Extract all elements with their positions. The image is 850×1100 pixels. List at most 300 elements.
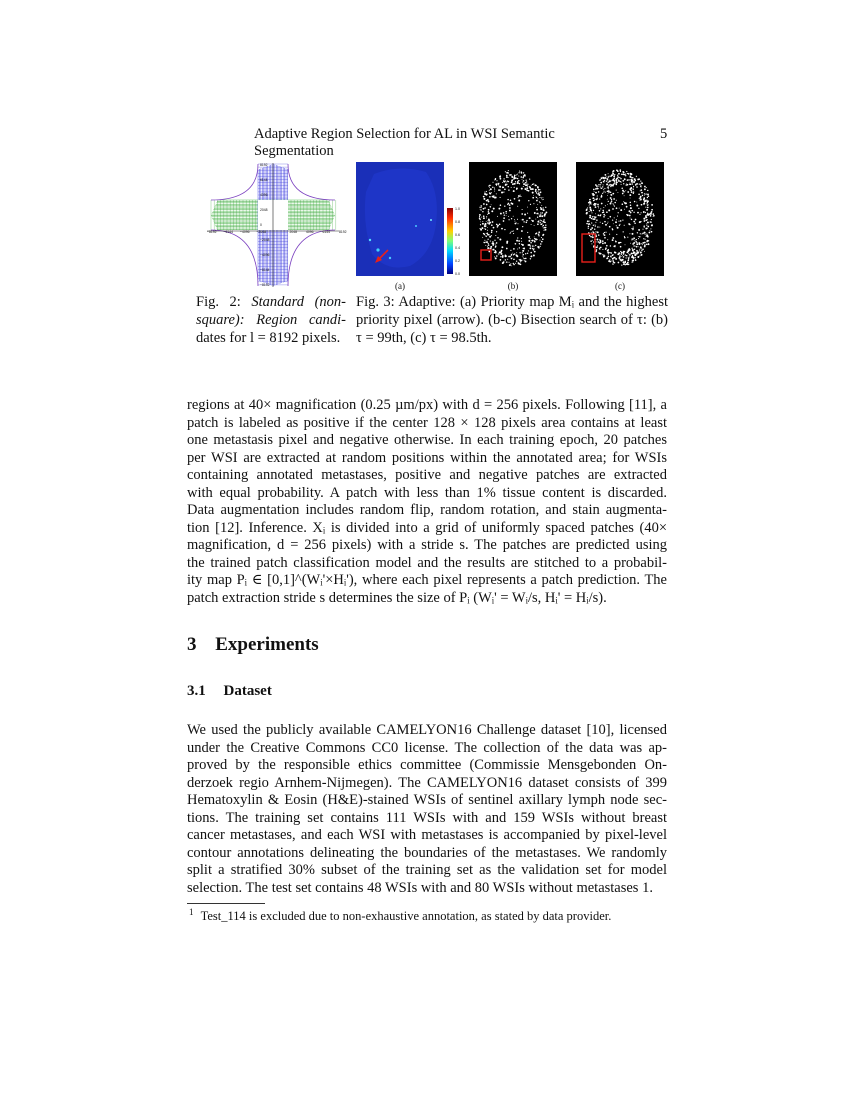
tissue-speck <box>613 180 614 181</box>
tissue-speck <box>601 253 602 254</box>
tissue-speck <box>544 227 546 229</box>
tissue-speck <box>518 172 519 173</box>
tissue-speck <box>598 184 599 185</box>
tissue-speck <box>653 215 654 216</box>
tissue-speck <box>522 182 523 183</box>
tissue-speck <box>524 260 525 261</box>
tissue-speck <box>523 258 524 259</box>
tissue-speck <box>644 195 645 196</box>
tissue-speck <box>599 210 601 212</box>
tissue-speck <box>609 259 610 260</box>
tissue-speck <box>639 249 640 250</box>
tissue-speck <box>613 223 614 224</box>
tissue-speck <box>537 223 539 225</box>
tissue-speck <box>503 220 505 222</box>
tissue-speck <box>624 195 625 196</box>
tissue-speck <box>616 234 617 235</box>
tissue-speck <box>511 231 512 232</box>
tissue-speck <box>608 222 609 223</box>
tissue-speck <box>507 199 508 200</box>
tissue-speck <box>508 173 509 174</box>
text-line: contour annotations delineating the boundaries of the metastases. We randomly <box>187 844 667 861</box>
tissue-speck <box>532 245 533 246</box>
tissue-speck <box>622 180 624 182</box>
tissue-speck <box>529 238 530 239</box>
tissue-speck <box>590 229 592 231</box>
tissue-speck <box>515 177 517 179</box>
tissue-speck <box>594 199 595 200</box>
tissue-speck <box>499 186 501 188</box>
tissue-speck <box>607 181 609 183</box>
tissue-speck <box>500 253 501 254</box>
tissue-speck <box>610 203 612 205</box>
tissue-speck <box>589 221 590 222</box>
tissue-speck <box>520 262 521 263</box>
tissue-speck <box>510 233 511 234</box>
tissue-speck <box>651 224 653 226</box>
tissue-speck <box>539 214 540 215</box>
tissue-speck <box>514 175 516 177</box>
tissue-speck <box>588 228 589 229</box>
tissue-speck <box>613 254 614 255</box>
tissue-speck <box>532 192 534 194</box>
tissue-speck <box>537 217 538 218</box>
tissue-speck <box>543 199 544 200</box>
tissue-speck <box>485 245 486 246</box>
tissue-speck <box>637 232 638 233</box>
tissue-speck <box>520 194 521 195</box>
tissue-speck <box>508 177 509 178</box>
tissue-speck <box>496 180 497 181</box>
tissue-speck <box>489 223 491 225</box>
tissue-speck <box>615 179 617 181</box>
tissue-speck <box>480 209 481 210</box>
tissue-speck <box>515 263 516 264</box>
tissue-speck <box>495 244 496 245</box>
tissue-speck <box>591 212 592 213</box>
tissue-speck <box>645 207 646 208</box>
tissue-speck <box>595 222 596 223</box>
tissue-speck <box>505 171 506 172</box>
tissue-speck <box>639 184 640 185</box>
tissue-speck <box>486 221 487 222</box>
x-tick-label: −2048 <box>256 230 267 234</box>
tissue-speck <box>504 215 505 216</box>
tissue-speck <box>535 219 536 220</box>
tissue-speck <box>636 246 638 248</box>
tissue-speck <box>607 195 608 196</box>
tissue-speck <box>636 253 638 255</box>
tissue-speck <box>631 253 633 255</box>
tissue-speck <box>543 230 544 231</box>
tissue-speck <box>632 256 633 257</box>
tissue-speck <box>620 178 621 179</box>
tissue-speck <box>640 185 641 186</box>
tissue-speck <box>592 231 593 232</box>
tissue-speck <box>647 213 648 214</box>
tissue-speck <box>536 207 537 208</box>
tissue-speck <box>523 180 525 182</box>
tissue-speck <box>508 216 509 217</box>
tissue-speck <box>611 260 612 261</box>
tissue-speck <box>606 183 608 185</box>
tissue-speck <box>621 188 623 190</box>
tissue-speck <box>519 183 520 184</box>
tissue-speck <box>593 216 594 217</box>
tissue-speck <box>491 230 493 232</box>
tissue-speck <box>499 176 501 178</box>
tissue-speck <box>614 202 616 204</box>
tissue-speck <box>589 215 591 217</box>
tissue-speck <box>604 237 606 239</box>
tissue-speck <box>595 225 596 226</box>
tissue-speck <box>486 204 488 206</box>
tissue-speck <box>617 175 618 176</box>
tissue-speck <box>506 248 508 250</box>
tissue-speck <box>534 246 535 247</box>
tissue-speck <box>591 218 593 220</box>
tissue-speck <box>608 190 610 192</box>
tissue-speck <box>633 237 635 239</box>
tissue-speck <box>540 192 542 194</box>
tissue-speck <box>652 213 654 215</box>
tissue-speck <box>598 214 600 216</box>
tissue-speck <box>629 184 631 186</box>
tissue-speck <box>622 259 623 260</box>
tissue-speck <box>541 220 542 221</box>
tissue-speck <box>646 199 648 201</box>
tissue-speck <box>605 192 606 193</box>
tissue-speck <box>631 248 632 249</box>
tissue-speck <box>594 191 595 192</box>
tissue-speck <box>635 219 637 221</box>
tissue-speck <box>649 230 650 231</box>
tissue-speck <box>510 256 511 257</box>
tissue-speck <box>645 239 646 240</box>
paragraph-dataset <box>187 722 667 897</box>
tissue-speck <box>595 224 596 225</box>
tissue-speck <box>627 179 629 181</box>
tissue-speck <box>597 204 599 206</box>
tissue-speck <box>516 255 518 257</box>
tissue-speck <box>604 234 606 236</box>
tissue-speck <box>627 264 628 265</box>
tissue-speck <box>589 217 591 219</box>
tissue-speck <box>648 243 649 244</box>
tissue-speck <box>627 191 629 193</box>
tissue-speck <box>631 210 633 212</box>
tissue-speck <box>613 198 615 200</box>
tissue-speck <box>608 218 609 219</box>
tissue-speck <box>633 242 635 244</box>
tissue-speck <box>495 178 496 179</box>
tissue-speck <box>621 252 623 254</box>
tissue-speck <box>519 195 521 197</box>
tissue-speck <box>639 184 640 185</box>
tissue-speck <box>519 247 520 248</box>
tissue-speck <box>592 218 594 220</box>
tissue-speck <box>537 194 538 195</box>
tissue-speck <box>517 249 518 250</box>
tissue-speck <box>480 224 481 225</box>
tissue-speck <box>513 177 514 178</box>
tissue-speck <box>498 185 499 186</box>
tissue-speck <box>526 220 527 221</box>
tissue-speck <box>617 170 619 172</box>
tissue-speck <box>647 207 649 209</box>
tissue-speck <box>513 264 515 266</box>
tissue-speck <box>589 201 591 203</box>
tissue-speck <box>616 219 617 220</box>
tissue-speck <box>650 215 652 217</box>
text-line: under the Creative Commons CC0 license. The collection of the data was ap- <box>187 739 667 756</box>
tissue-speck <box>608 201 609 202</box>
tissue-speck <box>611 180 612 181</box>
caption-line <box>196 293 346 311</box>
tissue-speck <box>486 233 487 234</box>
tissue-speck <box>503 178 504 179</box>
tissue-speck <box>510 199 512 201</box>
tissue-speck <box>605 247 607 249</box>
panel-label-c: (c) <box>615 281 625 291</box>
tissue-speck <box>598 191 600 193</box>
tissue-speck <box>635 259 636 260</box>
tissue-speck <box>651 221 652 222</box>
tissue-speck <box>488 209 490 211</box>
tissue-speck <box>635 259 636 260</box>
tissue-speck <box>610 245 611 246</box>
tissue-speck <box>618 262 620 264</box>
tissue-speck <box>589 199 590 200</box>
tissue-speck <box>502 262 504 264</box>
tissue-speck <box>530 246 531 247</box>
tissue-speck <box>496 185 497 186</box>
tissue-speck <box>506 176 508 178</box>
tissue-speck <box>602 210 604 212</box>
tissue-speck <box>514 198 516 200</box>
tissue-speck <box>634 249 635 250</box>
y-tick-label: 4096 <box>260 193 268 197</box>
tissue-speck <box>618 212 619 213</box>
tissue-speck <box>626 171 627 172</box>
y-tick-label: 2048 <box>260 208 268 212</box>
tissue-speck <box>505 255 507 257</box>
tissue-speck <box>498 253 499 254</box>
tissue-speck <box>491 235 492 236</box>
tissue-speck <box>481 217 482 218</box>
tissue-speck <box>532 246 533 247</box>
tissue-speck <box>616 207 618 209</box>
tissue-speck <box>627 260 629 262</box>
tissue-speck <box>483 215 485 217</box>
tissue-speck <box>607 257 609 259</box>
tissue-speck <box>593 232 595 234</box>
tissue-speck <box>609 226 611 228</box>
tissue-speck <box>545 224 546 225</box>
tissue-speck <box>644 201 645 202</box>
tissue-speck <box>606 245 608 247</box>
tissue-speck <box>613 245 615 247</box>
text-line: patch extraction stride s determines the size of Pᵢ (Wᵢ' = Wᵢ/s, Hᵢ' = Hᵢ/s). <box>187 589 607 606</box>
tissue-speck <box>598 207 599 208</box>
tissue-speck <box>525 258 527 260</box>
tissue-speck <box>636 242 637 243</box>
tissue-speck <box>614 177 615 178</box>
tissue-speck <box>641 248 642 249</box>
tissue-speck <box>639 214 640 215</box>
tissue-speck <box>524 248 526 250</box>
tissue-speck <box>513 259 515 261</box>
tissue-speck <box>622 203 624 205</box>
tissue-speck <box>618 180 620 182</box>
tissue-speck <box>604 177 606 179</box>
tissue-speck <box>503 181 504 182</box>
tissue-speck <box>534 251 536 253</box>
tissue-speck <box>516 228 518 230</box>
tissue-speck <box>612 203 613 204</box>
tissue-speck <box>521 176 523 178</box>
tissue-speck <box>518 176 519 177</box>
text-line: regions at 40× magnification (0.25 µm/px) with d = 256 pixels. Following [11], a <box>187 397 667 413</box>
tissue-speck <box>633 252 635 254</box>
tissue-speck <box>542 223 543 224</box>
tissue-speck <box>636 202 637 203</box>
tissue-speck <box>648 196 649 197</box>
tissue-speck <box>621 253 622 254</box>
tissue-speck <box>525 260 527 262</box>
tissue-speck <box>514 221 515 222</box>
tissue-speck <box>612 237 614 239</box>
tissue-speck <box>504 206 505 207</box>
tissue-speck <box>536 209 538 211</box>
tissue-speck <box>608 188 609 189</box>
tissue-speck <box>509 262 510 263</box>
tissue-speck <box>513 233 514 234</box>
tissue-speck <box>513 231 514 232</box>
tissue-speck <box>507 204 508 205</box>
tissue-speck <box>596 249 598 251</box>
tissue-speck <box>527 207 528 208</box>
tissue-speck <box>636 183 638 185</box>
tissue-speck <box>490 206 492 208</box>
tissue-speck <box>513 178 515 180</box>
tissue-speck <box>617 177 619 179</box>
tissue-speck <box>500 204 502 206</box>
x-tick-label: 8192 <box>339 230 347 234</box>
tissue-speck <box>497 216 498 217</box>
tissue-speck <box>483 208 485 210</box>
tissue-speck <box>629 257 630 258</box>
tissue-speck <box>494 187 495 188</box>
tissue-speck <box>627 250 628 251</box>
tissue-speck <box>594 200 595 201</box>
tissue-speck <box>651 204 653 206</box>
tissue-speck <box>595 231 596 232</box>
tissue-speck <box>639 250 640 251</box>
tissue-speck <box>640 181 641 182</box>
tissue-speck <box>545 211 547 213</box>
tissue-speck <box>630 204 632 206</box>
tissue-speck <box>600 242 602 244</box>
tissue-speck <box>491 243 492 244</box>
tissue-speck <box>498 254 499 255</box>
tissue-speck <box>607 188 608 189</box>
tissue-speck <box>535 189 537 191</box>
tissue-speck <box>512 253 513 254</box>
tissue-speck <box>522 209 523 210</box>
tissue-speck <box>516 189 517 190</box>
tissue-speck <box>588 224 589 225</box>
fig3-caption-label: Fig. 3: <box>356 294 395 310</box>
tissue-speck <box>620 220 622 222</box>
text-line: proved by the responsible ethics committee (Commissie Mensgebonden On- <box>187 757 667 773</box>
tissue-speck <box>618 173 620 175</box>
tissue-speck <box>596 199 598 201</box>
tissue-speck <box>513 216 514 217</box>
tissue-speck <box>518 262 520 264</box>
tissue-speck <box>650 213 652 215</box>
tissue-speck <box>609 252 610 253</box>
footnote <box>189 907 611 924</box>
y-tick-label: 8192 <box>260 163 268 167</box>
tissue-speck <box>541 208 542 209</box>
tissue-speck <box>632 249 634 251</box>
tissue-speck <box>517 238 518 239</box>
tissue-speck <box>540 243 541 244</box>
tissue-speck <box>495 257 497 259</box>
tissue-speck <box>612 193 614 195</box>
tissue-speck <box>619 208 620 209</box>
tissue-speck <box>610 255 612 257</box>
tissue-speck <box>603 189 604 190</box>
tissue-speck <box>595 216 596 217</box>
tissue-speck <box>525 182 527 184</box>
tissue-speck <box>650 228 651 229</box>
tissue-speck <box>491 192 492 193</box>
tissue-speck <box>647 236 649 238</box>
tissue-speck <box>542 212 543 213</box>
tissue-speck <box>531 185 532 186</box>
tissue-speck <box>645 216 647 218</box>
tissue-speck <box>610 176 612 178</box>
text-line: ity map Pᵢ ∈ [0,1]^(Wᵢ'×Hᵢ'), where each pixel represents a patch prediction. The <box>187 572 667 588</box>
panel-label-b: (b) <box>507 281 519 291</box>
tissue-speck <box>511 218 512 219</box>
tissue-speck <box>530 256 532 258</box>
tissue-speck <box>530 242 531 243</box>
tissue-speck <box>489 187 490 188</box>
tissue-speck <box>490 188 492 190</box>
section-title: Experiments <box>215 634 319 655</box>
tissue-speck <box>517 182 519 184</box>
tissue-speck <box>528 250 529 251</box>
tissue-speck <box>508 170 509 171</box>
tissue-speck <box>591 227 593 229</box>
tissue-speck <box>509 210 511 212</box>
tissue-speck <box>595 192 597 194</box>
tissue-speck <box>626 255 628 257</box>
tissue-speck <box>508 256 510 258</box>
tissue-speck <box>615 221 617 223</box>
tissue-speck <box>527 253 528 254</box>
tissue-speck <box>599 227 600 228</box>
tissue-speck <box>539 215 541 217</box>
tissue-speck <box>543 225 545 227</box>
tissue-speck <box>502 256 504 258</box>
tissue-speck <box>633 193 634 194</box>
tissue-speck <box>521 238 522 239</box>
tissue-speck <box>490 185 491 186</box>
